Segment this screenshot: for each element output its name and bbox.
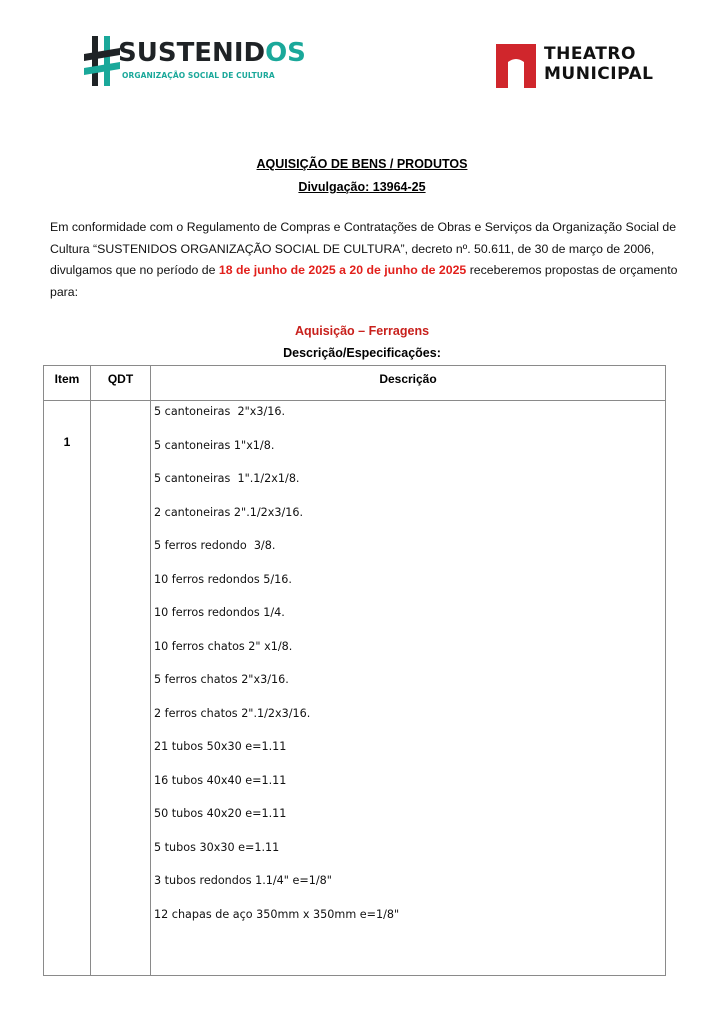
sustenidos-brand-name: SUSTENIDOS xyxy=(118,38,306,68)
item-description xyxy=(151,401,666,976)
item-number: 1 xyxy=(44,401,91,976)
theatro-line2: MUNICIPAL xyxy=(544,64,654,84)
item-qdt xyxy=(91,401,151,976)
description-line: 10 ferros redondos 1/4. xyxy=(154,606,285,619)
intro-period: 18 de junho de 2025 a 20 de junho de 2025 xyxy=(218,263,467,277)
description-line: 5 ferros redondo 3/8. xyxy=(154,539,276,552)
description-line: 16 tubos 40x40 e=1.11 xyxy=(154,773,287,787)
document-subtitle: Divulgação: 13964-25 xyxy=(298,180,426,194)
description-list xyxy=(151,401,665,941)
header-item: Item xyxy=(44,366,91,401)
header-qdt: QDT xyxy=(91,366,151,401)
section-subtitle: Descrição/Especificações: xyxy=(283,346,441,360)
document-title: AQUISIÇÃO DE BENS / PRODUTOS xyxy=(256,157,468,171)
description-line: 5 cantoneiras 1".1/2x1/8. xyxy=(154,472,300,485)
description-line: 12 chapas de aço 350mm x 350mm e=1/8" xyxy=(154,907,400,921)
description-line: 2 cantoneiras 2".1/2x3/16. xyxy=(154,505,304,519)
items-table xyxy=(43,365,666,976)
theatro-municipal-logo xyxy=(496,42,666,92)
intro-text-before: Em conformidade com o Regulamento de Compras e Contratações de Obras e Serviços da Organização Social de Cultura “SUSTENIDOS ORGANIZAÇÃO SOCIAL DE CULTURA”, decreto nº. 50.611, de 30 de março de 2006, divulgamos que no período de xyxy=(50,220,677,277)
table-row xyxy=(44,401,666,976)
description-line: 2 ferros chatos 2".1/2x3/16. xyxy=(154,706,311,720)
description-line: 5 tubos 30x30 e=1.11 xyxy=(154,840,280,854)
sustenidos-logo xyxy=(84,36,306,92)
intro-text-after: receberemos propostas de orçamento para: xyxy=(50,263,678,299)
description-line: 3 tubos redondos 1.1/4" e=1/8" xyxy=(154,874,332,887)
description-line: 5 ferros chatos 2"x3/16. xyxy=(154,673,289,686)
theatro-line1: THEATRO xyxy=(544,44,636,64)
intro-paragraph xyxy=(50,217,680,303)
description-line: 5 cantoneiras 1"x1/8. xyxy=(154,438,275,452)
description-line: 21 tubos 50x30 e=1.11 xyxy=(154,740,287,753)
description-line: 5 cantoneiras 2"x3/16. xyxy=(154,405,286,418)
theatro-arch-icon xyxy=(496,44,536,88)
header-descricao: Descrição xyxy=(151,366,666,401)
hash-logo-icon xyxy=(84,36,120,86)
section-title: Aquisição – Ferragens xyxy=(294,324,430,338)
table-header-row xyxy=(44,366,666,401)
description-line: 50 tubos 40x20 e=1.11 xyxy=(154,807,287,820)
description-line: 10 ferros chatos 2" x1/8. xyxy=(154,639,293,653)
description-line: 10 ferros redondos 5/16. xyxy=(154,572,292,586)
sustenidos-tagline: ORGANIZAÇÃO SOCIAL DE CULTURA xyxy=(122,71,275,80)
